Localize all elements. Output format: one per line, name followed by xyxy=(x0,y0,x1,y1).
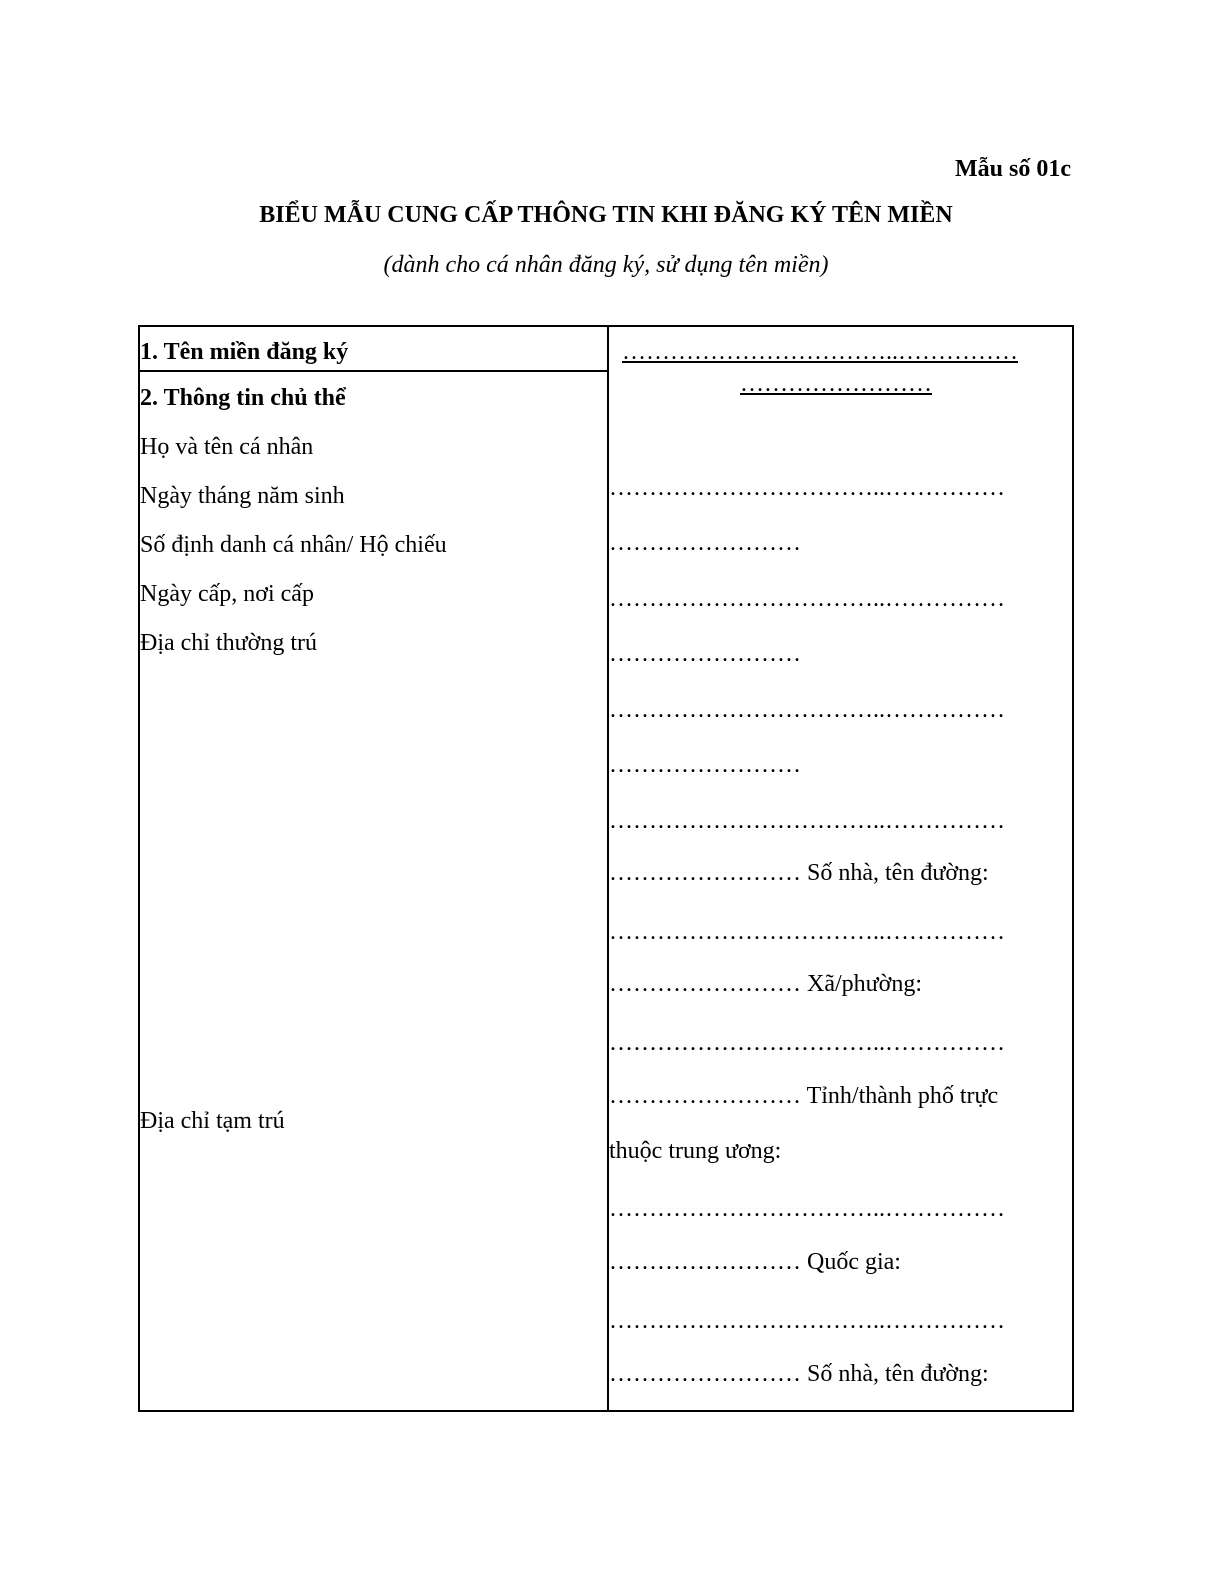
input-line[interactable]: …………………… xyxy=(609,641,801,667)
input-line[interactable]: ……………………………..…………… xyxy=(609,475,1005,501)
input-line[interactable]: ……………………………..…………… xyxy=(609,919,1005,945)
input-line[interactable]: …………………… xyxy=(609,752,801,778)
domain-input-line-1[interactable]: ……………………………..…………… xyxy=(622,339,1018,365)
province-line-cont: thuộc trung ương: xyxy=(609,1138,782,1164)
label-issue-date-place: Ngày cấp, nơi cấp xyxy=(140,581,314,607)
label-permanent-address: Địa chỉ thường trú xyxy=(140,630,317,656)
form-title: BIỂU MẪU CUNG CẤP THÔNG TIN KHI ĐĂNG KÝ TÊN MIỀN xyxy=(259,202,953,228)
input-line[interactable]: ……………………………..…………… xyxy=(609,1030,1005,1056)
input-line[interactable]: ……………………………..…………… xyxy=(609,1308,1005,1334)
label-temporary-address: Địa chỉ tạm trú xyxy=(140,1108,285,1134)
input-line[interactable]: ……………………………..…………… xyxy=(609,808,1005,834)
form-subtitle: (dành cho cá nhân đăng ký, sử dụng tên miền) xyxy=(383,252,829,278)
label-id-passport: Số định danh cá nhân/ Hộ chiếu xyxy=(140,532,447,558)
input-line[interactable]: ……………………………..…………… xyxy=(609,586,1005,612)
input-line[interactable]: ……………………………..…………… xyxy=(609,1196,1005,1222)
label-subject-info: 2. Thông tin chủ thể xyxy=(140,385,346,411)
country-line[interactable]: …………………… Quốc gia: xyxy=(609,1249,901,1275)
row-divider xyxy=(140,370,607,372)
input-line[interactable]: ……………………………..…………… xyxy=(609,697,1005,723)
domain-input-line-2[interactable]: …………………… xyxy=(740,371,932,397)
street-address-line-2[interactable]: …………………… Số nhà, tên đường: xyxy=(609,1361,989,1387)
label-domain-name: 1. Tên miền đăng ký xyxy=(140,339,349,365)
form-code: Mẫu số 01c xyxy=(955,156,1071,182)
province-line[interactable]: …………………… Tỉnh/thành phố trực xyxy=(609,1083,999,1109)
registration-table xyxy=(138,325,1074,1412)
street-address-line[interactable]: …………………… Số nhà, tên đường: xyxy=(609,860,989,886)
ward-line[interactable]: …………………… Xã/phường: xyxy=(609,971,923,997)
label-birth-date: Ngày tháng năm sinh xyxy=(140,483,345,509)
input-line[interactable]: …………………… xyxy=(609,530,801,556)
label-full-name: Họ và tên cá nhân xyxy=(140,434,314,460)
